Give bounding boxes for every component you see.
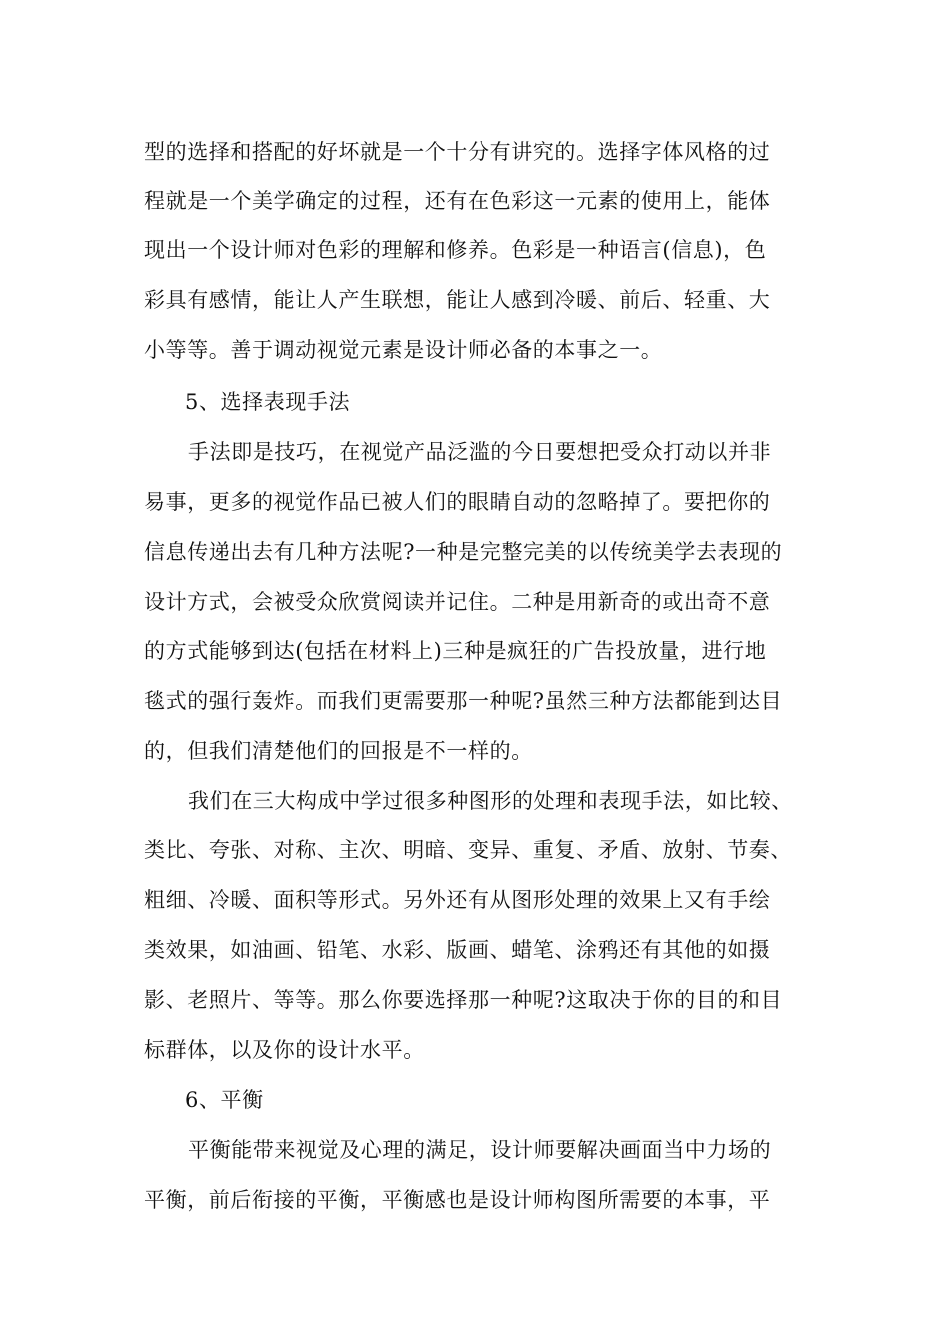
paragraph-line: 我们在三大构成中学过很多种图形的处理和表现手法，如比较、 xyxy=(188,789,793,813)
paragraph-line: 信息传递出去有几种方法呢?一种是完整完美的以传统美学去表现的 xyxy=(144,540,783,564)
paragraph-line: 现出一个设计师对色彩的理解和修养。色彩是一种语言(信息)，色 xyxy=(144,238,767,262)
paragraph-line: 的方式能够到达(包括在材料上)三种是疯狂的广告投放量，进行地 xyxy=(144,639,767,663)
paragraph-line: 平衡，前后衔接的平衡，平衡感也是设计师构图所需要的本事，平 xyxy=(144,1188,771,1212)
paragraph-line: 影、老照片、等等。那么你要选择那一种呢?这取决于你的目的和目 xyxy=(144,988,783,1012)
paragraph-line: 彩具有感情，能让人产生联想，能让人感到冷暖、前后、轻重、大 xyxy=(144,288,771,312)
paragraph-line: 毯式的强行轰炸。而我们更需要那一种呢?虽然三种方法都能到达目 xyxy=(144,689,783,713)
section-heading: 6、平衡 xyxy=(185,1088,264,1112)
paragraph-line: 的，但我们清楚他们的回报是不一样的。 xyxy=(144,739,533,763)
paragraph-line: 型的选择和搭配的好坏就是一个十分有讲究的。选择字体风格的过 xyxy=(144,140,771,164)
paragraph-line: 手法即是技巧，在视觉产品泛滥的今日要想把受众打动以并非 xyxy=(188,440,772,464)
paragraph-line: 平衡能带来视觉及心理的满足，设计师要解决画面当中力场的 xyxy=(188,1138,772,1162)
paragraph-line: 标群体，以及你的设计水平。 xyxy=(144,1038,425,1062)
paragraph-line: 粗细、冷暖、面积等形式。另外还有从图形处理的效果上又有手绘 xyxy=(144,888,771,912)
paragraph-line: 易事，更多的视觉作品已被人们的眼睛自动的忽略掉了。要把你的 xyxy=(144,490,771,514)
section-heading: 5、选择表现手法 xyxy=(185,390,351,414)
paragraph-line: 类比、夸张、对称、主次、明暗、变异、重复、矛盾、放射、节奏、 xyxy=(144,838,792,862)
paragraph-line: 程就是一个美学确定的过程，还有在色彩这一元素的使用上，能体 xyxy=(144,189,771,213)
paragraph-line: 小等等。善于调动视觉元素是设计师必备的本事之一。 xyxy=(144,338,663,362)
paragraph-line: 设计方式，会被受众欣赏阅读并记住。二种是用新奇的或出奇不意 xyxy=(144,590,771,614)
paragraph-line: 类效果，如油画、铅笔、水彩、版画、蜡笔、涂鸦还有其他的如摄 xyxy=(144,938,771,962)
